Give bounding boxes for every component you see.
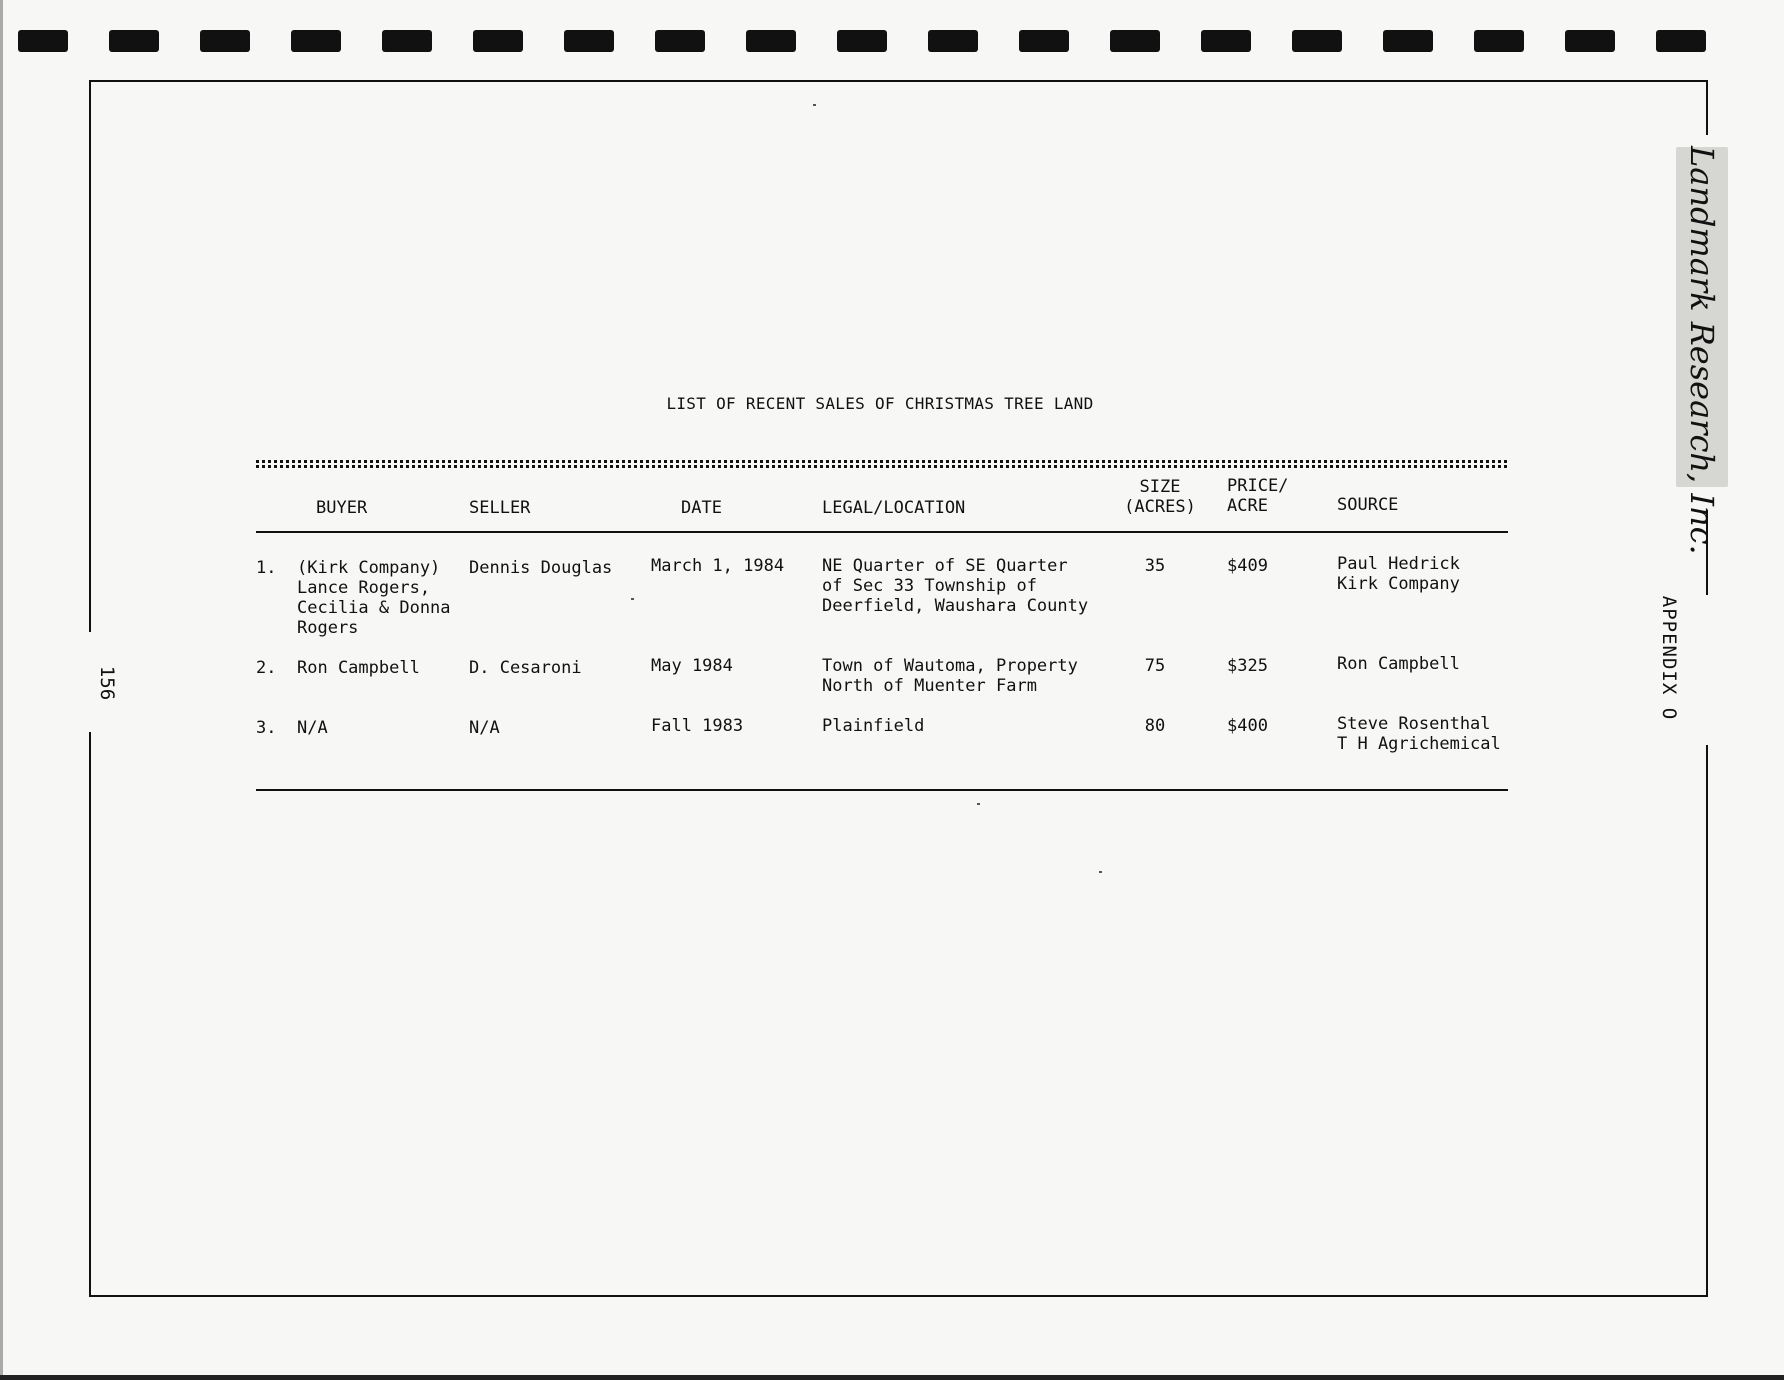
document-title: LIST OF RECENT SALES OF CHRISTMAS TREE LAND bbox=[666, 394, 1094, 413]
punch-hole bbox=[1110, 30, 1160, 52]
table-bottom-rule bbox=[256, 789, 1508, 791]
cell-source: Ron Campbell bbox=[1337, 654, 1460, 674]
page-number: 156 bbox=[96, 665, 118, 701]
appendix-gap bbox=[1690, 595, 1720, 745]
cell-seller: N/A bbox=[469, 718, 500, 738]
punch-hole bbox=[928, 30, 978, 52]
cell-legal-location: Town of Wautoma, Property North of Muenter Farm bbox=[822, 656, 1078, 696]
scan-left-edge bbox=[0, 0, 3, 1380]
row-number: 2. bbox=[256, 658, 277, 678]
punch-hole bbox=[564, 30, 614, 52]
punch-hole bbox=[1656, 30, 1706, 52]
header-price-line1: PRICE/ bbox=[1227, 476, 1289, 496]
punch-hole bbox=[1201, 30, 1251, 52]
punch-hole bbox=[1565, 30, 1615, 52]
scan-speck bbox=[631, 598, 634, 600]
table-top-double-rule bbox=[256, 460, 1507, 468]
scan-speck bbox=[813, 104, 816, 106]
cell-seller: Dennis Douglas bbox=[469, 558, 613, 578]
cell-price: $325 bbox=[1227, 656, 1268, 676]
punch-hole bbox=[18, 30, 68, 52]
punch-hole bbox=[382, 30, 432, 52]
cell-date: Fall 1983 bbox=[651, 716, 744, 736]
header-seller: SELLER bbox=[469, 498, 531, 518]
header-price-line2: ACRE bbox=[1227, 496, 1268, 516]
cell-buyer: (Kirk Company) Lance Rogers, Cecilia & Donna Rogers bbox=[297, 558, 451, 638]
header-source: SOURCE bbox=[1337, 495, 1399, 515]
cell-date: March 1, 1984 bbox=[651, 556, 785, 576]
punch-hole bbox=[291, 30, 341, 52]
punch-hole bbox=[1474, 30, 1524, 52]
cell-date: May 1984 bbox=[651, 656, 733, 676]
cell-source: Paul Hedrick Kirk Company bbox=[1337, 554, 1460, 594]
header-buyer: BUYER bbox=[316, 498, 368, 518]
punch-hole bbox=[1292, 30, 1342, 52]
scan-speck bbox=[1099, 871, 1102, 873]
cell-price: $400 bbox=[1227, 716, 1268, 736]
punch-hole bbox=[200, 30, 250, 52]
cell-size: 75 bbox=[1144, 656, 1166, 676]
punch-hole bbox=[746, 30, 796, 52]
header-size-line1: SIZE bbox=[1139, 477, 1181, 497]
cell-legal-location: NE Quarter of SE Quarter of Sec 33 Township of Deerfield, Waushara County bbox=[822, 556, 1089, 616]
cell-seller: D. Cesaroni bbox=[469, 658, 582, 678]
header-size-line2: (ACRES) bbox=[1124, 497, 1196, 517]
punch-hole bbox=[655, 30, 705, 52]
punch-hole bbox=[837, 30, 887, 52]
cell-size: 80 bbox=[1144, 716, 1166, 736]
cell-source: Steve Rosenthal T H Agrichemical bbox=[1337, 714, 1501, 754]
cell-buyer: N/A bbox=[297, 718, 328, 738]
scan-bottom-edge bbox=[0, 1375, 1784, 1380]
punch-hole bbox=[1019, 30, 1069, 52]
punch-hole bbox=[473, 30, 523, 52]
cell-size: 35 bbox=[1144, 556, 1166, 576]
scan-speck bbox=[977, 803, 980, 805]
cell-legal-location: Plainfield bbox=[822, 716, 925, 736]
company-logo-text: Landmark Research, Inc. bbox=[1683, 146, 1721, 555]
row-number: 1. bbox=[256, 558, 277, 578]
appendix-label: APPENDIX O bbox=[1658, 595, 1680, 721]
header-date: DATE bbox=[681, 498, 722, 518]
cell-price: $409 bbox=[1227, 556, 1268, 576]
punch-hole bbox=[109, 30, 159, 52]
cell-buyer: Ron Campbell bbox=[297, 658, 420, 678]
row-number: 3. bbox=[256, 718, 277, 738]
header-legal-location: LEGAL/LOCATION bbox=[822, 498, 966, 518]
header-rule bbox=[256, 531, 1508, 533]
punch-hole bbox=[1383, 30, 1433, 52]
binding-punch-strip bbox=[18, 30, 1738, 54]
